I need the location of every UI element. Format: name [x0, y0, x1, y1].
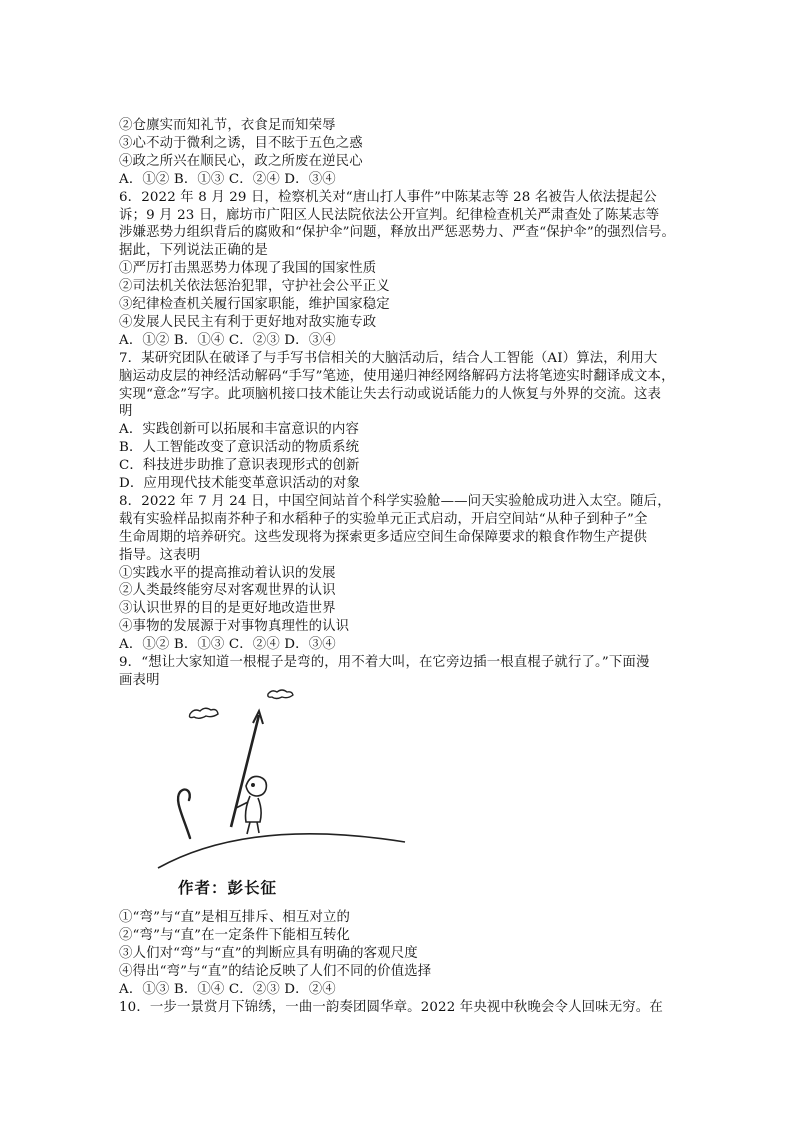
text-line: 10．一步一景赏月下锦绣，一曲一韵奏团圆华章。2022 年央视中秋晚会令人回味无穷。在: [119, 999, 663, 1015]
text-line: ②司法机关依法惩治犯罪，守护社会公平正义: [119, 279, 390, 295]
cartoon-bent-and-straight-sticks: [150, 682, 450, 898]
text-line: A．①② B．①④ C．②③ D．③④: [119, 332, 336, 348]
text-line: B．人工智能改变了意识活动的物质系统: [119, 440, 360, 456]
text-line: ④政之所兴在顺民心，政之所废在逆民心: [119, 153, 363, 169]
text-line: A．①② B．①③ C．②④ D．③④: [119, 637, 336, 653]
hill: [158, 834, 405, 868]
text-line: A．实践创新可以拓展和丰富意识的内容: [119, 422, 360, 438]
text-line: ④事物的发展源于对事物真理性的认识: [119, 619, 350, 635]
text-line: 6．2022 年 8 月 29 日，检察机关对“唐山打人事件”中陈某志等 28 名被告人依法提起公: [119, 189, 657, 205]
text-line: 生命周期的培养研究。这些发现将为探索更多适应空间生命保障要求的粮食作物生产提供: [119, 529, 648, 545]
text-line: 9．“想让大家知道一根棍子是弯的，用不着大叫，在它旁边插一根直棍子就行了。”下面漫: [119, 655, 650, 670]
text-line: 诉；9 月 23 日，廊坊市广阳区人民法院依法公开宣判。纪律检查机关严肃查处了陈某志等: [119, 207, 660, 223]
text-line: ④得出“弯”与“直”的结论反映了人们不同的价值选择: [119, 963, 432, 979]
text-line: A．①② B．①③ C．②④ D．③④: [119, 171, 336, 187]
bent-stick: [178, 790, 190, 838]
text-line: 载有实验样品拟南芥种子和水稻种子的实验单元正式启动，开启空间站“从种子到种子”全: [119, 511, 648, 527]
text-line: 据此，下列说法正确的是: [119, 243, 268, 259]
text-line: 画表明: [119, 672, 160, 688]
text-line: 明: [119, 404, 133, 420]
text-line: 8．2022 年 7 月 24 日，中国空间站首个科学实验舱——问天实验舱成功进入太空。随后，: [119, 493, 671, 509]
text-line: 实现“意念”写字。此项脑机接口技术能让失去行动或说话能力的人恢复与外界的交流。这表: [119, 386, 662, 402]
text-line: 指导。这表明: [119, 547, 201, 563]
text-line: ③心不动于微利之诱，目不眩于五色之惑: [119, 135, 363, 151]
text-line: 涉嫌恶势力组织背后的腐败和“保护伞”问题，释放出严惩恶势力、严查“保护伞”的强烈信号。: [119, 225, 676, 241]
straight-stick: [231, 715, 259, 827]
text-line: ③认识世界的目的是更好地改造世界: [119, 601, 336, 617]
text-line: ①实践水平的提高推动着认识的发展: [119, 565, 336, 581]
text-line: ②人类最终能穷尽对客观世界的认识: [119, 583, 336, 599]
text-line: ③纪律检查机关履行国家职能，维护国家稳定: [119, 297, 390, 312]
text-line: ①“弯”与“直”是相互排斥、相互对立的: [119, 910, 351, 925]
text-line: C．科技进步助推了意识表现形式的创新: [119, 458, 360, 474]
text-line: ③人们对“弯”与“直”的判断应具有明确的客观尺度: [119, 945, 418, 961]
text-line: ②“弯”与“直”在一定条件下能相互转化: [119, 927, 351, 943]
text-line: ①严厉打击黑恶势力体现了我国的国家性质: [119, 261, 377, 277]
cloud-right-icon: [268, 690, 293, 699]
text-line: D．应用现代技术能变革意识活动的对象: [119, 476, 361, 491]
text-line: ②仓廪实而知礼节，衣食足而知荣辱: [119, 118, 336, 133]
text-line: A．①③ B．①④ C．②③ D．②④: [119, 981, 336, 997]
text-line: 7．某研究团队在破译了与手写书信相关的大脑活动后，结合人工智能（AI）算法，利用大: [119, 350, 658, 366]
text-line: ④发展人民民主有利于更好地对敌实施专政: [119, 314, 377, 330]
cartoon-caption: 作者：彭长征: [178, 879, 278, 897]
cloud-left-icon: [190, 708, 219, 718]
text-line: 脑运动皮层的神经活动解码“手写”笔迹，使用递归神经网络解码方法将笔迹实时翻译成文本，: [119, 368, 675, 384]
